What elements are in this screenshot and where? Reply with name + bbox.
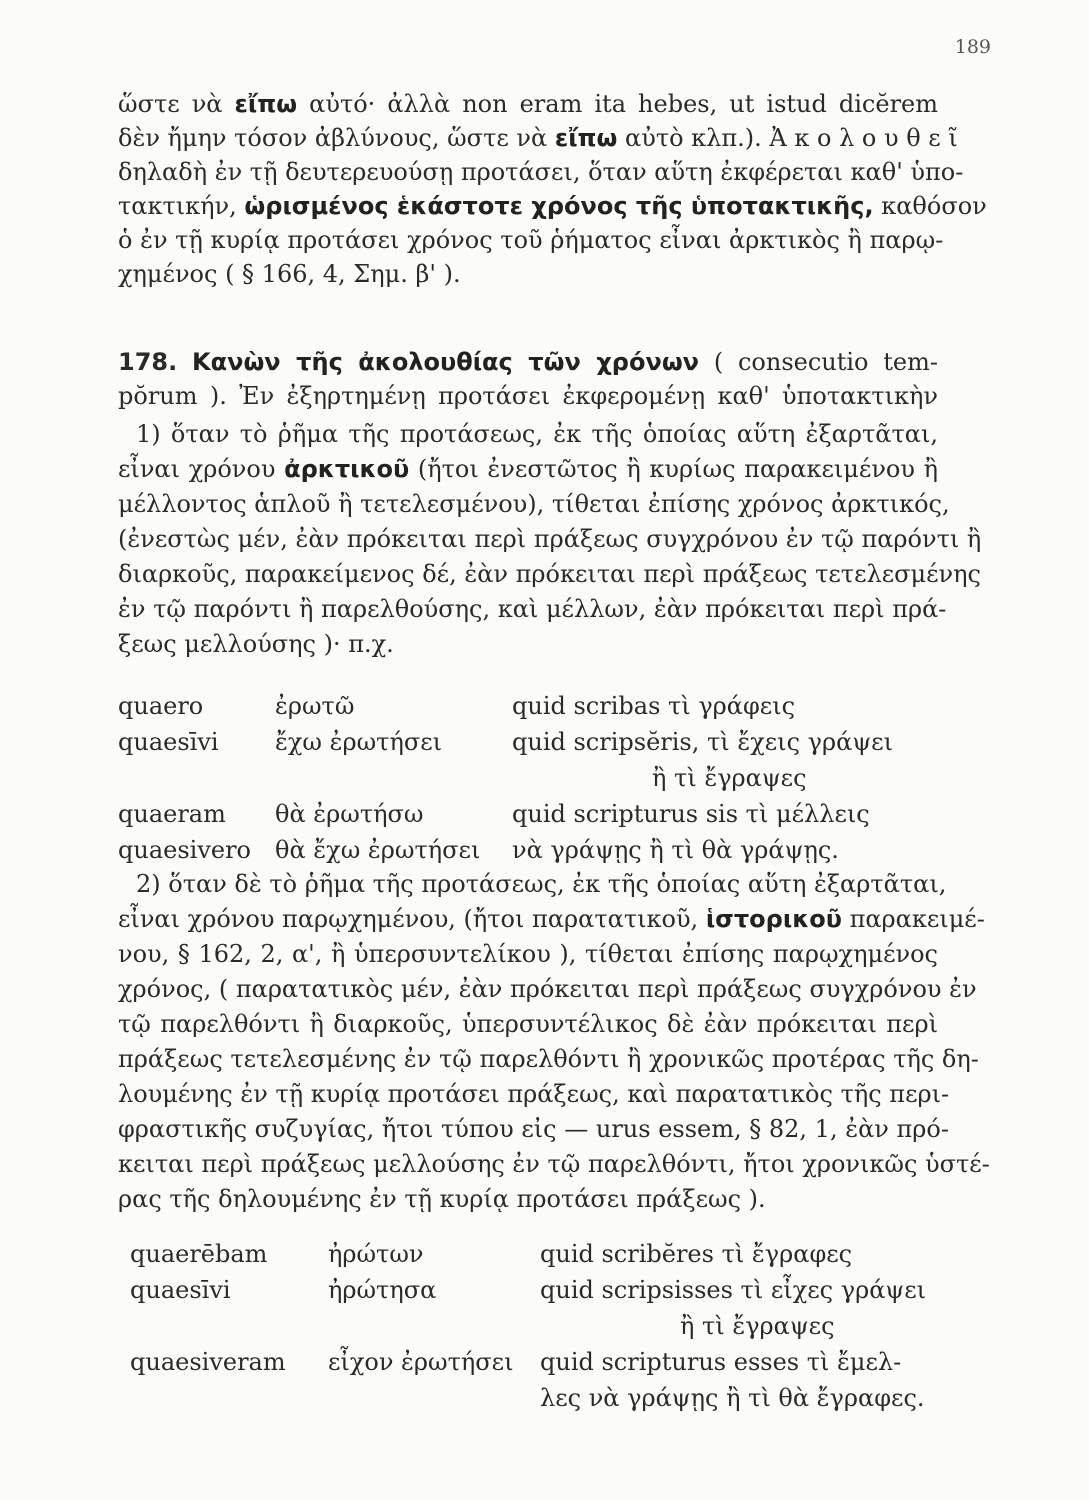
line-text: εἶναι χρόνου <box>118 455 285 483</box>
text-line <box>118 156 964 188</box>
text-line <box>118 1043 979 1075</box>
latin-form: quaesivero <box>118 836 252 864</box>
line-text: παρακειμέ- <box>841 905 985 933</box>
text-line <box>118 558 981 590</box>
text-line <box>118 453 938 485</box>
example-clause: λες νὰ γράψῃς ἢ τὶ θὰ ἔγραφες. <box>540 1384 925 1412</box>
greek-form: θὰ ἔχω ἐρωτήσει <box>275 836 481 864</box>
text-line <box>118 903 985 935</box>
latin-form: quaesīvi <box>130 1276 231 1304</box>
line-text: 1) ὅταν τὸ ῥῆμα τῆς προτάσεως, ἐκ τῆς ὁποίας αὕτη ἐξαρτᾶται, <box>136 420 938 448</box>
line-text: μέλλοντος ἁπλοῦ ἢ τετελεσμένου), τίθεται ἐπίσης χρόνος ἀρκτικός, <box>118 490 950 518</box>
emphasis-text: εἴπω <box>234 90 298 118</box>
line-text: 2) ὅταν δὲ τὸ ῥῆμα τῆς προτάσεως, ἐκ τῆς ὁποίας αὕτη ἐξαρτᾶται, <box>136 870 947 898</box>
text-line <box>118 224 944 256</box>
example-clause: νὰ γράψῃς ἢ τὶ θὰ γράψῃς. <box>512 836 839 864</box>
line-text: ρας τῆς δηλουμένης ἐν τῇ κυρίᾳ προτάσει πράξεως ). <box>118 1185 766 1213</box>
text-line <box>118 973 977 1005</box>
greek-form: εἶχον ἐρωτήσει <box>328 1348 514 1376</box>
line-text: τῷ παρελθόντι ἢ διαρκοῦς, ὑπερσυντέλικος δὲ ἐὰν πρόκειται περὶ <box>118 1010 938 1038</box>
section-line-2: pŏrum ). Ἐν ἐξηρτημένῃ προτάσει ἐκφερομένῃ καθ' ὑποτακτικὴν <box>118 382 938 410</box>
text-line <box>118 938 938 970</box>
line-text: χημένος ( § 166, 4, Σημ. β' ). <box>118 260 461 288</box>
line-text: δηλαδὴ ἐν τῇ δευτερευούσῃ προτάσει, ὅταν αὕτη ἐκφέρεται καθ' ὑπο- <box>118 158 964 186</box>
emphasis-text: ἱστορικοῦ <box>705 905 842 933</box>
text-line <box>118 488 950 520</box>
example-clause: quid scripsisses τὶ εἶχες γράψει <box>540 1276 927 1304</box>
line-text: ὥστε νὰ <box>118 90 235 118</box>
line-text: διαρκοῦς, παρακείμενος δέ, ἐὰν πρόκειται περὶ πράξεως τετελεσμένης <box>118 560 981 588</box>
latin-form: quaero <box>118 692 204 720</box>
line-text: εἶναι χρόνου παρῳχημένου, (ἤτοι παρατατικοῦ, <box>118 905 706 933</box>
example-clause: quid scripsĕris, τὶ ἔχεις γράψει <box>512 728 893 756</box>
text-line <box>118 593 947 625</box>
text-line <box>118 1078 950 1110</box>
section-heading-line <box>118 346 938 378</box>
text-line <box>118 190 987 222</box>
emphasis-text: ὡρισμένος ἑκάστοτε χρόνος τῆς ὑποτακτικῆς, <box>244 192 874 220</box>
text-line <box>118 258 938 290</box>
line-text: ἐν τῷ παρόντι ἢ παρελθούσης, καὶ μέλλων, ἐὰν πρόκειται περὶ πρά- <box>118 595 947 623</box>
line-text: αὐτὸ κλπ.). Ἀ κ ο λ ο υ θ ε ῖ <box>617 124 958 152</box>
line-text: χρόνος, ( παρατατικὸς μέν, ἐὰν πρόκειται περὶ πράξεως συγχρόνου ἐν <box>118 975 977 1003</box>
line-text: νου, § 162, 2, α', ἢ ὑπερσυντελίκου ), τίθεται ἐπίσης παρῳχημένος <box>118 940 938 968</box>
example-clause: quid scripturus sis τὶ μέλλεις <box>512 800 870 828</box>
section-title: Κανὼν τῆς ἀκολουθίας τῶν χρόνων <box>192 348 700 376</box>
text-line <box>118 1148 990 1180</box>
text-line <box>118 122 958 154</box>
greek-form: ἐρωτῶ <box>275 692 355 720</box>
line-text: (ἤτοι ἐνεστῶτος ἢ κυρίως παρακειμένου ἢ <box>409 455 938 483</box>
greek-form: ἔχω ἐρωτήσει <box>275 728 443 756</box>
text-line <box>118 628 938 660</box>
example-clause: quid scribas τὶ γράφεις <box>512 692 796 720</box>
greek-form: ἠρώτων <box>328 1240 424 1268</box>
emphasis-text: ἀρκτικοῦ <box>284 455 410 483</box>
line-text: πράξεως τετελεσμένης ἐν τῷ παρελθόντι ἢ χρονικῶς προτέρας τῆς δη- <box>118 1045 979 1073</box>
latin-form: quaesīvi <box>118 728 219 756</box>
text-line <box>136 418 938 450</box>
line-text: λουμένης ἐν τῇ κυρίᾳ προτάσει πράξεως, καὶ παρατατικὸς τῆς περι- <box>118 1080 950 1108</box>
text-line <box>136 868 947 900</box>
line-text: τακτικήν, <box>118 192 245 220</box>
example-clause: quid scripturus esses τὶ ἔμελ- <box>540 1348 902 1376</box>
text-line <box>118 523 982 555</box>
example-clause: ἢ τὶ ἔγραψες <box>652 764 807 792</box>
line-text: αὐτό· ἀλλὰ non eram ita hebes, ut istud dicĕrem <box>297 90 939 118</box>
latin-form: quaesiveram <box>130 1348 286 1376</box>
text-line <box>118 1113 949 1145</box>
emphasis-text: εἴπω <box>554 124 618 152</box>
section-number: 178. <box>118 348 178 376</box>
text-line <box>118 1183 938 1215</box>
line-text: κειται περὶ πράξεως μελλούσης ἐν τῷ παρελθόντι, ἤτοι χρονικῶς ὑστέ- <box>118 1150 990 1178</box>
page-number: 189 <box>954 36 991 58</box>
line-text: δὲν ἤμην τόσον ἀβλύνους, ὥστε νὰ <box>118 124 555 152</box>
latin-form: quaerēbam <box>130 1240 268 1268</box>
example-clause: quid scribĕres τὶ ἔγραφες <box>540 1240 853 1268</box>
section-title-rest: ( consecutio tem- <box>699 348 938 376</box>
line-text: ὁ ἐν τῇ κυρίᾳ προτάσει χρόνος τοῦ ῥήματος εἶναι ἀρκτικὸς ἢ παρῳ- <box>118 226 944 254</box>
example-clause: ἢ τὶ ἔγραψες <box>680 1312 835 1340</box>
line-text: ξεως μελλούσης )· π.χ. <box>118 630 394 658</box>
latin-form: quaeram <box>118 800 226 828</box>
text-line <box>118 1008 938 1040</box>
line-text: φραστικῆς συζυγίας, ἤτοι τύπου εἰς — urus essem, § 82, 1, ἐὰν πρό- <box>118 1115 949 1143</box>
text-line <box>118 88 938 120</box>
line-text: (ἐνεστὼς μέν, ἐὰν πρόκειται περὶ πράξεως συγχρόνου ἐν τῷ παρόντι ἢ <box>118 525 982 553</box>
greek-form: ἠρώτησα <box>328 1276 437 1304</box>
greek-form: θὰ ἐρωτήσω <box>275 800 424 828</box>
line-text: καθόσον <box>873 192 987 220</box>
